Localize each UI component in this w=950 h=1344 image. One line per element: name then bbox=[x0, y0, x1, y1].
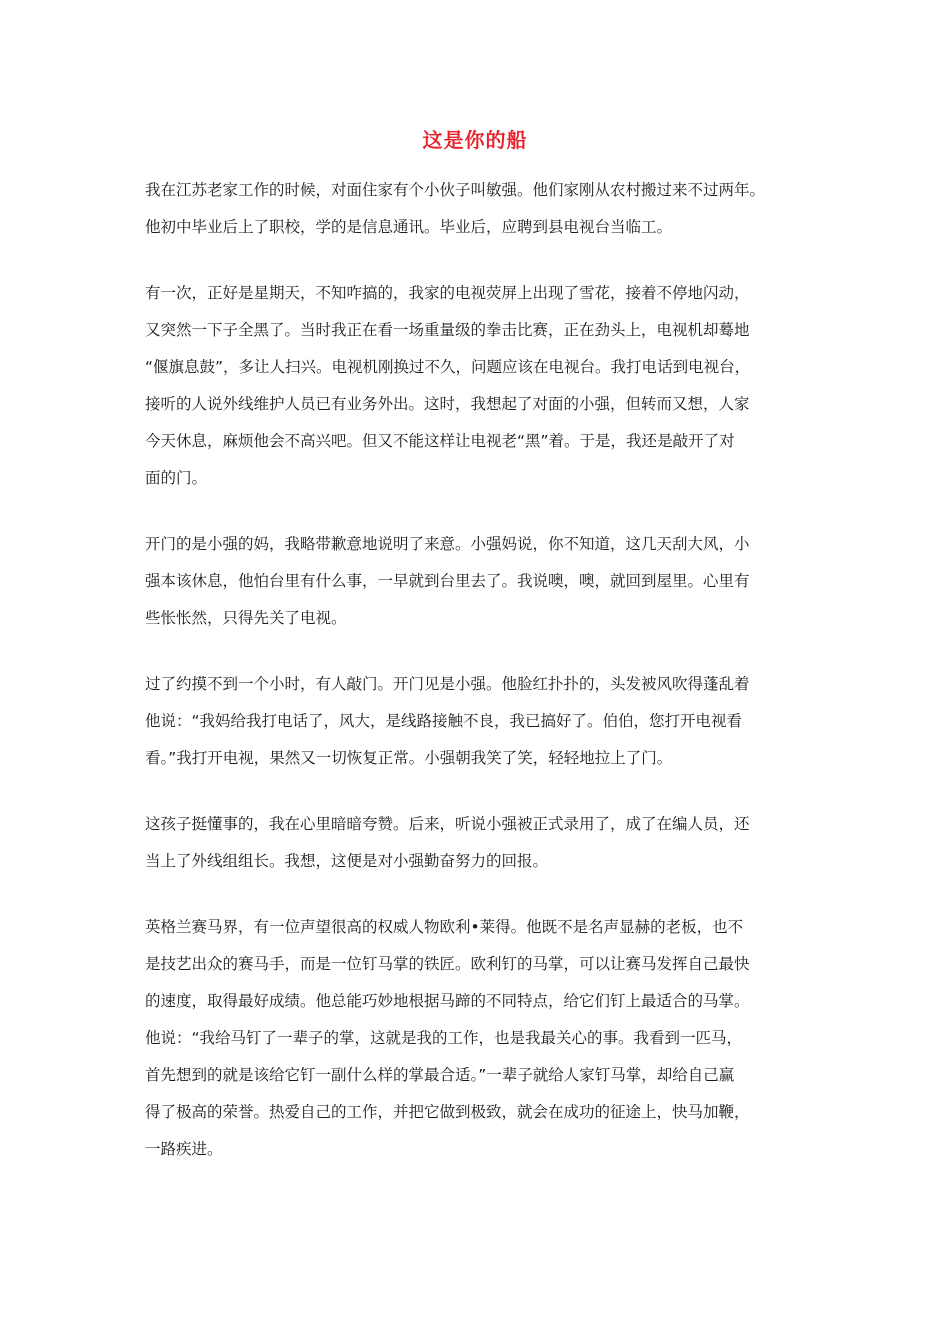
text-line: 过了约摸不到一个小时，有人敲门。开门见是小强。他脸红扑扑的，头发被风吹得蓬乱着 bbox=[145, 675, 750, 693]
text-line: 他初中毕业后上了职校，学的是信息通讯。毕业后，应聘到县电视台当临工。 bbox=[145, 218, 673, 236]
paragraph-gap bbox=[145, 777, 820, 806]
text-line: 首先想到的就是该给它钉一副什么样的掌最合适。”一辈子就给人家钉马掌，却给自己赢 bbox=[145, 1066, 735, 1084]
text-line: 看。”我打开电视，果然又一切恢复正常。小强朝我笑了笑，轻轻地拉上了门。 bbox=[145, 749, 673, 767]
text-line: “偃旗息鼓”，多让人扫兴。电视机刚换过不久，问题应该在电视台。我打电话到电视台， bbox=[145, 358, 751, 376]
paragraph bbox=[145, 909, 820, 1168]
text-line: 得了极高的荣誉。热爱自己的工作，并把它做到极致，就会在成功的征途上，快马加鞭， bbox=[145, 1103, 750, 1121]
paragraph bbox=[145, 526, 820, 637]
document-title: 这是你的船 bbox=[422, 128, 528, 152]
text-line: 的速度，取得最好成绩。他总能巧妙地根据马蹄的不同特点，给它们钉上最适合的马掌。 bbox=[145, 992, 750, 1010]
paragraph-gap bbox=[145, 880, 820, 909]
text-line: 有一次，正好是星期天，不知咋搞的，我家的电视荧屏上出现了雪花，接着不停地闪动， bbox=[145, 284, 750, 302]
text-line: 他说：“我给马钉了一辈子的掌，这就是我的工作，也是我最关心的事。我看到一匹马， bbox=[145, 1029, 743, 1047]
paragraph bbox=[145, 172, 820, 246]
paragraph-gap bbox=[145, 497, 820, 526]
text-line: 是技艺出众的赛马手，而是一位钉马掌的铁匠。欧利钉的马掌，可以让赛马发挥自己最快 bbox=[145, 955, 750, 973]
text-line: 开门的是小强的妈，我略带歉意地说明了来意。小强妈说，你不知道，这几天刮大风，小 bbox=[145, 535, 750, 553]
text-line: 我在江苏老家工作的时候，对面住家有个小伙子叫敏强。他们家刚从农村搬过来不过两年。 bbox=[145, 181, 766, 199]
paragraph bbox=[145, 806, 820, 880]
text-line: 又突然一下子全黑了。当时我正在看一场重量级的拳击比赛，正在劲头上，电视机却蓦地 bbox=[145, 321, 750, 339]
text-line: 英格兰赛马界，有一位声望很高的权威人物欧利•莱得。他既不是名声显赫的老板，也不 bbox=[145, 918, 744, 936]
paragraph bbox=[145, 275, 820, 497]
article-body bbox=[145, 172, 820, 1168]
text-line: 接听的人说外线维护人员已有业务外出。这时，我想起了对面的小强，但转而又想，人家 bbox=[145, 395, 750, 413]
paragraph-gap bbox=[145, 246, 820, 275]
text-line: 今天休息，麻烦他会不高兴吧。但又不能这样让电视老“黑”着。于是，我还是敲开了对 bbox=[145, 432, 735, 450]
paragraph-gap bbox=[145, 637, 820, 666]
text-line: 当上了外线组组长。我想，这便是对小强勤奋努力的回报。 bbox=[145, 852, 549, 870]
paragraph bbox=[145, 666, 820, 777]
text-line: 些怅怅然，只得先关了电视。 bbox=[145, 609, 347, 627]
text-line: 强本该休息，他怕台里有什么事，一早就到台里去了。我说噢，噢，就回到屋里。心里有 bbox=[145, 572, 750, 590]
text-line: 这孩子挺懂事的，我在心里暗暗夸赞。后来，听说小强被正式录用了，成了在编人员，还 bbox=[145, 815, 750, 833]
text-line: 一路疾进。 bbox=[145, 1140, 223, 1158]
text-line: 面的门。 bbox=[145, 469, 208, 487]
text-line: 他说：“我妈给我打电话了，风大，是线路接触不良，我已搞好了。伯伯，您打开电视看 bbox=[145, 712, 743, 730]
